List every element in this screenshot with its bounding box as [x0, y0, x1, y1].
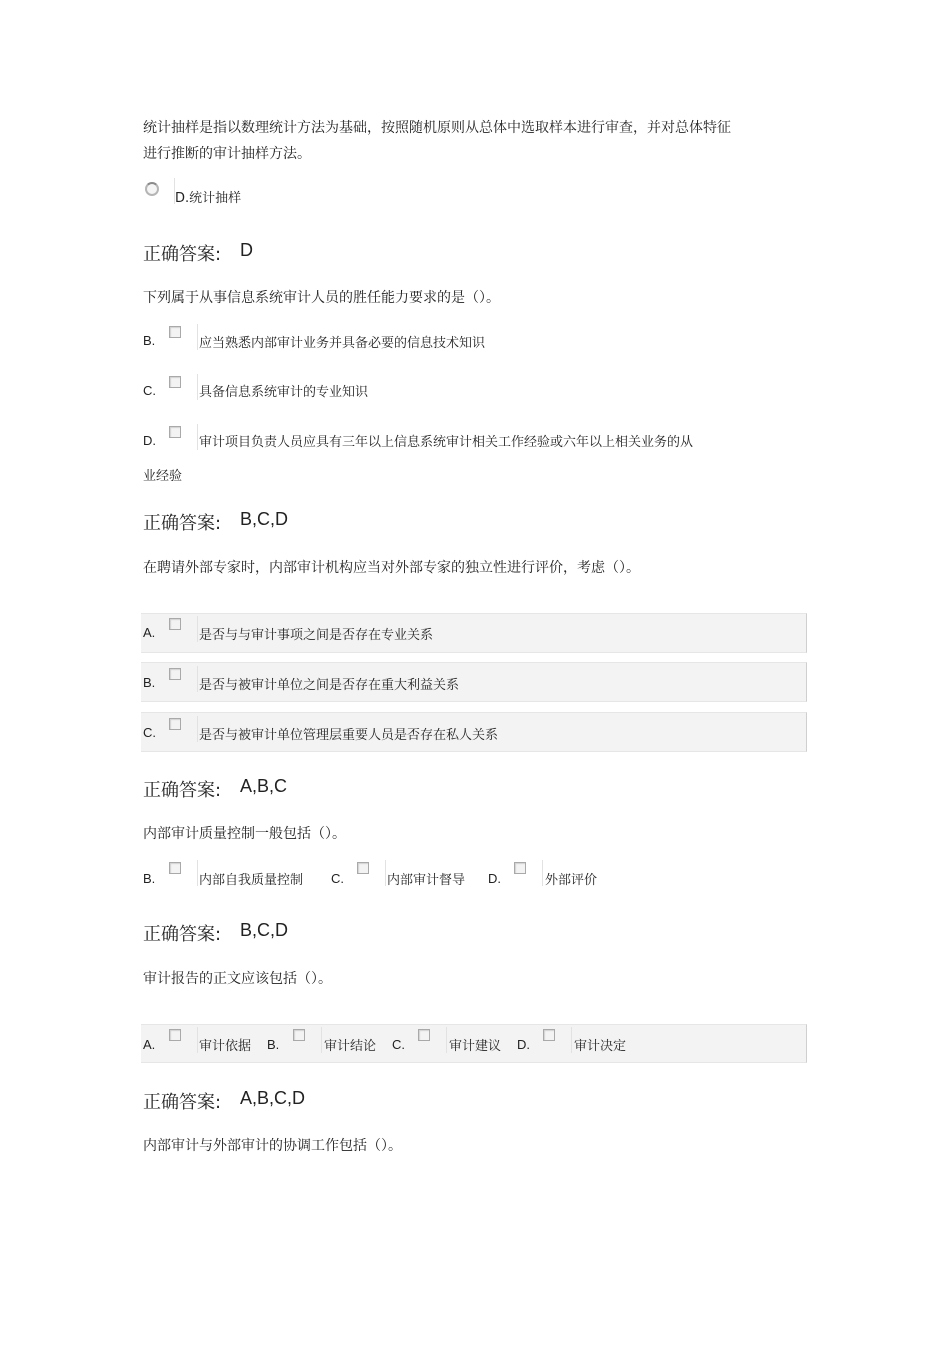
option-letter: C. — [143, 725, 156, 740]
checkbox-option-d[interactable] — [169, 426, 181, 438]
checkbox-option-c[interactable] — [357, 862, 369, 874]
checkbox-option-d[interactable] — [514, 862, 526, 874]
checkbox-option-b[interactable] — [293, 1029, 305, 1041]
option-text: 具备信息系统审计的专业知识 — [199, 385, 369, 400]
checkbox-option-a[interactable] — [169, 618, 181, 630]
option-letter: A. — [143, 1037, 156, 1052]
option-label-d: D.统计抽样 — [175, 191, 242, 206]
answer-label: 正确答案: — [143, 1092, 222, 1113]
option-text: 是否与被审计单位之间是否存在重大利益关系 — [199, 678, 460, 693]
option-letter: D. — [517, 1037, 530, 1052]
option-letter: C. — [331, 871, 344, 886]
option-text: 内部审计督导 — [387, 873, 466, 888]
option-text: 外部评价 — [545, 873, 598, 888]
checkbox-option-b[interactable] — [169, 668, 181, 680]
option-letter: D. — [143, 433, 156, 448]
answer-value: B,C,D — [240, 920, 289, 940]
question-text: 统计抽样是指以数理统计方法为基础，按照随机原则从总体中选取样本进行审查，并对总体特征进行推断的审计抽样方法。 — [143, 120, 731, 162]
option-text: 应当熟悉内部审计业务并具备必要的信息技术知识 — [199, 336, 486, 351]
question-text: 在聘请外部专家时，内部审计机构应当对外部专家的独立性进行评价，考虑（）。 — [143, 560, 640, 576]
option-text: 审计决定 — [574, 1039, 627, 1054]
question-text: 审计报告的正文应该包括（）。 — [143, 971, 332, 987]
option-text: 是否与被审计单位管理层重要人员是否存在私人关系 — [199, 728, 499, 743]
checkbox-option-b[interactable] — [169, 862, 181, 874]
answer-label: 正确答案: — [143, 780, 222, 801]
option-text: 审计建议 — [449, 1039, 502, 1054]
option-text: 内部自我质量控制 — [199, 873, 304, 888]
option-letter: B. — [143, 675, 156, 690]
option-letter: B. — [267, 1037, 280, 1052]
checkbox-option-b[interactable] — [169, 326, 181, 338]
answer-value: B,C,D — [240, 509, 289, 529]
answer-value: A,B,C — [240, 776, 288, 796]
checkbox-option-d[interactable] — [543, 1029, 555, 1041]
option-divider — [146, 178, 175, 204]
question-text: 下列属于从事信息系统审计人员的胜任能力要求的是（）。 — [143, 290, 500, 306]
checkbox-option-c[interactable] — [169, 718, 181, 730]
option-letter: A. — [143, 625, 156, 640]
option-letter: B. — [143, 333, 156, 348]
option-letter: C. — [143, 383, 156, 398]
option-text: 审计结论 — [324, 1039, 377, 1054]
option-letter: C. — [392, 1037, 405, 1052]
answer-value: D — [240, 240, 253, 260]
question-text: 内部审计质量控制一般包括（）。 — [143, 826, 346, 842]
option-text-continued: 业经验 — [143, 469, 183, 484]
checkbox-option-a[interactable] — [169, 1029, 181, 1041]
option-letter: B. — [143, 871, 156, 886]
option-text: 是否与与审计事项之间是否存在专业关系 — [199, 628, 434, 643]
answer-label: 正确答案: — [143, 244, 222, 265]
option-text: 审计项目负责人员应具有三年以上信息系统审计相关工作经验或六年以上相关业务的从 — [199, 435, 694, 450]
checkbox-option-c[interactable] — [418, 1029, 430, 1041]
option-text: 审计依据 — [199, 1039, 252, 1054]
checkbox-option-c[interactable] — [169, 376, 181, 388]
question-text: 内部审计与外部审计的协调工作包括（）。 — [143, 1138, 402, 1154]
answer-label: 正确答案: — [143, 513, 222, 534]
answer-value: A,B,C,D — [240, 1088, 306, 1108]
option-letter: D. — [488, 871, 501, 886]
answer-label: 正确答案: — [143, 924, 222, 945]
